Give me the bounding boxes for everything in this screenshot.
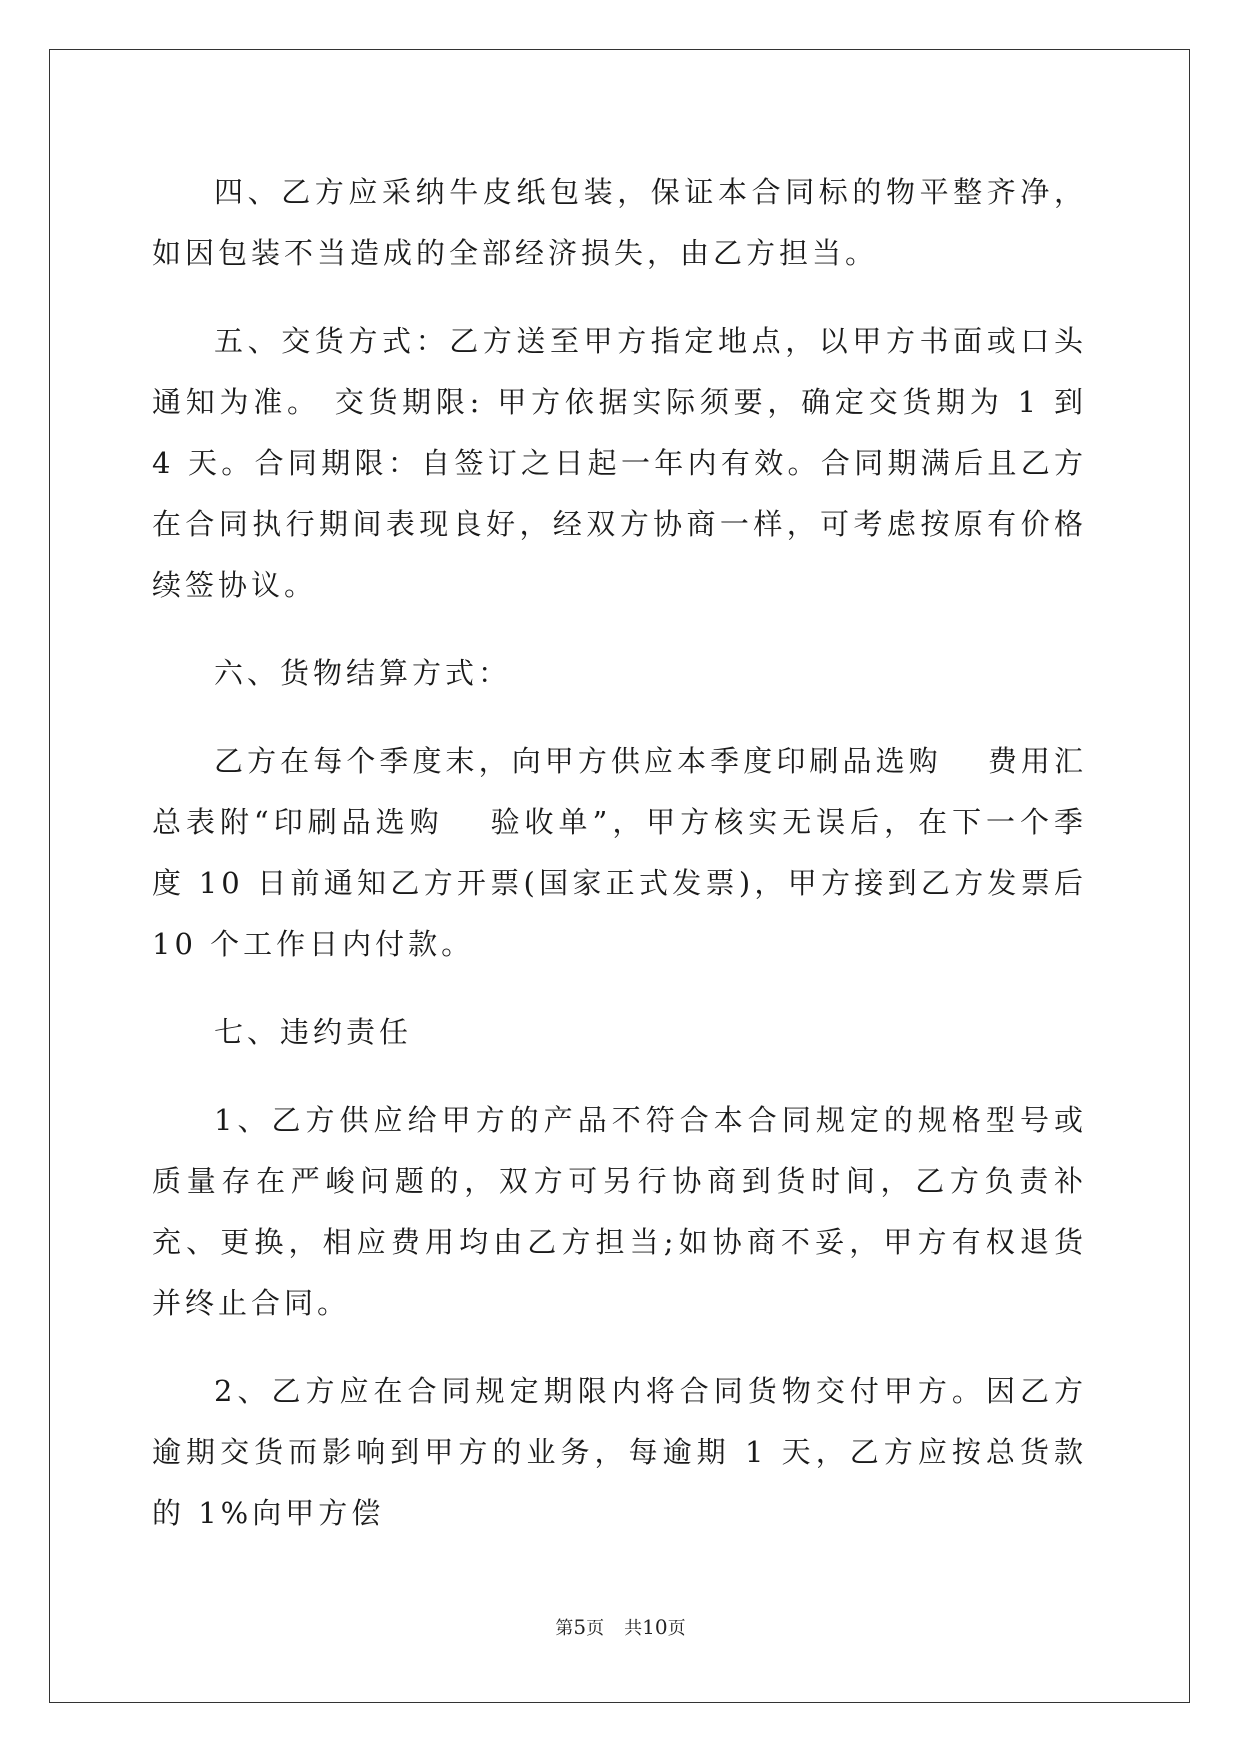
settlement-text-part1: 乙方在每个季度末，向甲方供应本季度印刷品选购 — [214, 744, 942, 778]
paragraph-packaging: 四、乙方应采纳牛皮纸包装，保证本合同标的物平整齐净，如因包装不当造成的全部经济损失，由乙方担当。 — [152, 175, 1087, 270]
total-prefix: 共 — [624, 1618, 643, 1639]
paragraph-settlement-heading: 六、货物结算方式： — [214, 656, 512, 690]
page-current: 5 — [573, 1615, 587, 1639]
page-total: 10 — [642, 1615, 668, 1639]
paragraph-liability-2: 2、乙方应在合同规定期限内将合同货物交付甲方。因乙方逾期交货而影响到甲方的业务，每逾期 1 天，乙方应按总货款的 1%向甲方偿 — [152, 1374, 1087, 1530]
settlement-text-part2: 费用汇总表附“印刷品选购 — [152, 744, 1087, 839]
paragraph-liability-heading: 七、违约责任 — [214, 1015, 413, 1049]
page-footer — [0, 1614, 1241, 1640]
page-suffix: 页 — [586, 1618, 605, 1639]
paragraph-settlement — [152, 731, 1087, 975]
paragraph-delivery: 五、交货方式：乙方送至甲方指定地点，以甲方书面或口头通知为准。 交货期限: 甲方依据实际须要，确定交货期为 1 到 4 天。合同期限：自签订之日起一年内有效。合同期满后且乙方在合同执行期间表现良好，经双方协商一样，可考虑按原有价格续签协议。 — [152, 324, 1087, 602]
paragraph-liability-1: 1、乙方供应给甲方的产品不符合本合同规定的规格型号或质量存在严峻问题的，双方可另行协商到货时间，乙方负责补充、更换，相应费用均由乙方担当;如协商不妥，甲方有权退货并终止合同。 — [152, 1103, 1087, 1320]
total-suffix: 页 — [667, 1618, 686, 1639]
page-prefix: 第 — [555, 1618, 574, 1639]
document-body — [152, 162, 1087, 1571]
settlement-text-part3: 验收单”，甲方核实无误后，在下一个季度 10 日前通知乙方开票(国家正式发票)，甲方接到乙方发票后 10 个工作日内付款。 — [152, 805, 1087, 961]
